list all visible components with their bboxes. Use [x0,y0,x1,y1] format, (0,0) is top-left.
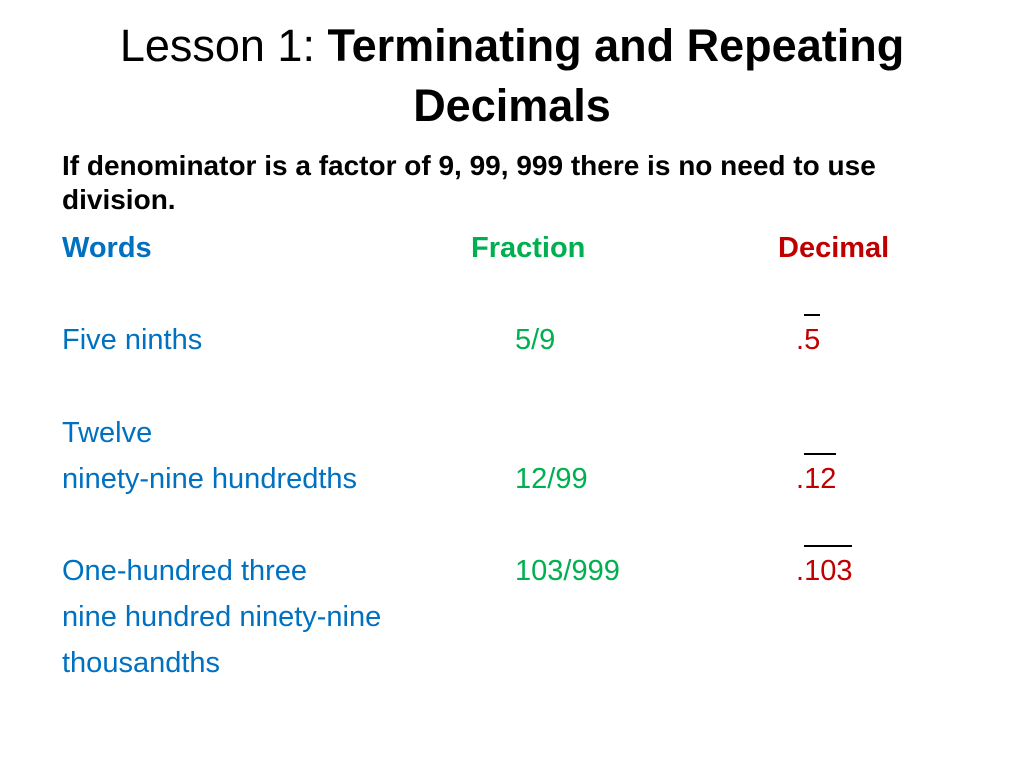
repeat-bar [804,545,852,547]
row-2-decimal [796,461,836,497]
row-2-repeating-digits: 12 [804,463,837,495]
row-1-decimal-point: . [796,324,805,356]
row-3-decimal-point: . [796,555,805,587]
row-3-fraction: 103/999 [515,555,620,587]
row-1-repeating-digits: 5 [804,324,821,356]
row-1-words-line-1: Five ninths [62,324,203,356]
row-3-words-line-1: One-hundred three [62,555,308,587]
row-2-words-line-2: ninety-nine hundredths [62,463,358,495]
row-2-fraction: 12/99 [515,463,588,495]
rule-note: If denominator is a factor of 9, 99, 999 there is no need to use division. [62,150,876,215]
column-header-fraction: Fraction [471,232,586,264]
repeat-bar [804,314,820,316]
title-prefix: Lesson 1: [119,20,328,71]
column-header-words: Words [62,232,152,264]
row-1-fraction: 5/9 [515,324,556,356]
row-3-words-line-2: nine hundred ninety-nine [62,601,382,633]
row-2-words-line-1: Twelve [62,417,153,449]
row-3-repeating-digits: 103 [804,555,853,587]
row-1-decimal [796,322,820,358]
row-3-words-line-3: thousandths [62,647,221,679]
column-header-decimal: Decimal [778,232,890,264]
row-3-decimal [796,553,852,589]
slide-title [40,16,984,136]
row-2-decimal-point: . [796,463,805,495]
repeat-bar [804,453,836,455]
title-main: Terminating and Repeating Decimals [327,20,905,131]
